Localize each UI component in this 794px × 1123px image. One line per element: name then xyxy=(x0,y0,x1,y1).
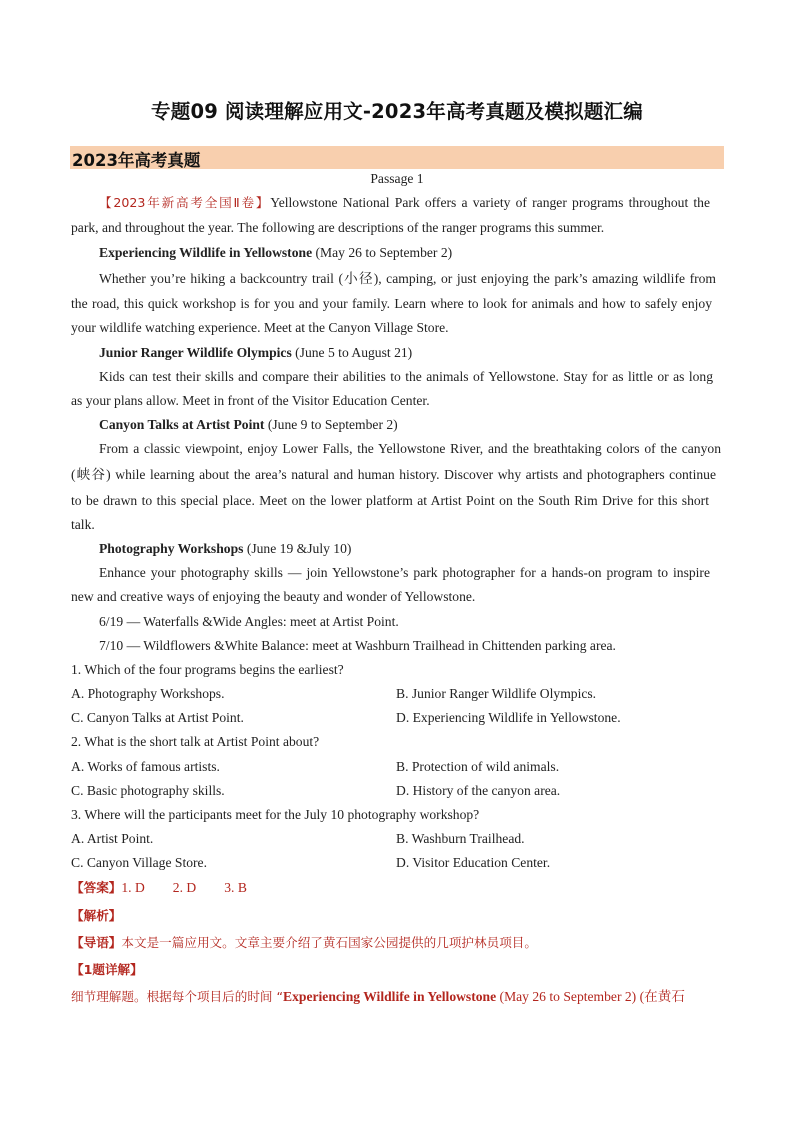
question-option: C. Canyon Talks at Artist Point. xyxy=(71,710,244,725)
program-text-line: as your plans allow. Meet in front of the Visitor Education Center. xyxy=(71,393,430,408)
guide-text: 本文是一篇应用文。文章主要介绍了黄石国家公园提供的几项护林员项目。 xyxy=(121,935,537,950)
detail-quote: Experiencing Wildlife in Yellowstone xyxy=(283,989,497,1004)
program-heading xyxy=(99,244,452,261)
detail-prefix: 细节理解题。根据每个项目后的时间 “ xyxy=(71,989,284,1004)
program-text-line: new and creative ways of enjoying the beauty and wonder of Yellowstone. xyxy=(71,589,476,604)
program-heading xyxy=(99,540,351,557)
question-stem: 2. What is the short talk at Artist Point about? xyxy=(71,734,320,749)
detail-label: 【1题详解】 xyxy=(71,962,143,977)
question-stem: 3. Where will the participants meet for the July 10 photography workshop? xyxy=(71,807,480,822)
document-title: 专题09 阅读理解应用文-2023年高考真题及模拟题汇编 xyxy=(151,100,643,123)
program-dates: (June 5 to August 21) xyxy=(291,345,413,360)
answer-value: 1. D xyxy=(121,880,145,895)
intro-line-1-text: Yellowstone National Park offers a variety of ranger programs throughout the xyxy=(270,195,711,210)
program-text-line: Whether you’re hiking a backcountry trail (小径), camping, or just enjoying the park’s amazing wildlife from xyxy=(99,271,716,286)
program-text-line: 7/10 — Wildflowers &White Balance: meet at Washburn Trailhead in Chittenden parking area. xyxy=(99,638,616,653)
program-name: Experiencing Wildlife in Yellowstone xyxy=(99,245,313,260)
program-text-line: talk. xyxy=(71,517,95,532)
question-option: D. Visitor Education Center. xyxy=(396,855,551,870)
question-option: C. Basic photography skills. xyxy=(71,783,225,798)
detail-suffix: (May 26 to September 2) (在黄石 xyxy=(496,989,685,1004)
program-text-line: to be drawn to this special place. Meet on the lower platform at Artist Point on the South Rim Drive for this short xyxy=(71,493,709,508)
analysis-label: 【解析】 xyxy=(71,908,122,923)
question-option: A. Artist Point. xyxy=(71,831,154,846)
program-dates: (June 19 &July 10) xyxy=(243,541,352,556)
program-name: Canyon Talks at Artist Point xyxy=(99,417,265,432)
detail-line xyxy=(71,988,685,1005)
answer-label: 【答案】 xyxy=(71,880,122,895)
program-text-line: your wildlife watching experience. Meet at the Canyon Village Store. xyxy=(71,320,449,335)
question-option: A. Works of famous artists. xyxy=(71,759,220,774)
program-dates: (May 26 to September 2) xyxy=(312,245,453,260)
guide-line xyxy=(71,934,537,951)
program-text-line: 6/19 — Waterfalls &Wide Angles: meet at Artist Point. xyxy=(99,614,399,629)
question-stem: 1. Which of the four programs begins the earliest? xyxy=(71,662,344,677)
section-heading: 2023年高考真题 xyxy=(72,151,201,170)
program-text-line: Enhance your photography skills — join Yellowstone’s park photographer for a hands-on program to inspire xyxy=(99,565,710,580)
source-tag: 【2023年新高考全国Ⅱ卷】 xyxy=(99,195,271,210)
passage-label: Passage 1 xyxy=(370,171,424,186)
program-text-line: (峡谷) while learning about the area’s natural and human history. Discover why artists and photographers continue xyxy=(71,467,716,482)
answer-line xyxy=(71,879,247,896)
question-option: C. Canyon Village Store. xyxy=(71,855,207,870)
question-option: B. Washburn Trailhead. xyxy=(396,831,525,846)
program-heading xyxy=(99,416,398,433)
answer-value: 3. B xyxy=(224,880,247,895)
program-text-line: From a classic viewpoint, enjoy Lower Falls, the Yellowstone River, and the breathtaking colors of the canyon xyxy=(99,441,721,456)
program-name: Photography Workshops xyxy=(99,541,244,556)
intro-line-2: park, and throughout the year. The following are descriptions of the ranger programs this summer. xyxy=(71,220,605,235)
guide-label: 【导语】 xyxy=(71,935,122,950)
program-text-line: the road, this quick workshop is for you and your family. Learn where to look for animals and how to safely enjoy xyxy=(71,296,712,311)
intro-line-1 xyxy=(99,194,710,211)
program-name: Junior Ranger Wildlife Olympics xyxy=(99,345,292,360)
section-heading-bar xyxy=(70,146,724,169)
program-text-line: Kids can test their skills and compare their abilities to the animals of Yellowstone. Stay for as little or as long xyxy=(99,369,713,384)
program-heading xyxy=(99,344,412,361)
program-dates: (June 9 to September 2) xyxy=(264,417,398,432)
question-option: D. History of the canyon area. xyxy=(396,783,561,798)
question-option: D. Experiencing Wildlife in Yellowstone. xyxy=(396,710,621,725)
answer-value: 2. D xyxy=(172,880,197,895)
question-option: B. Junior Ranger Wildlife Olympics. xyxy=(396,686,597,701)
question-option: A. Photography Workshops. xyxy=(71,686,225,701)
question-option: B. Protection of wild animals. xyxy=(396,759,560,774)
